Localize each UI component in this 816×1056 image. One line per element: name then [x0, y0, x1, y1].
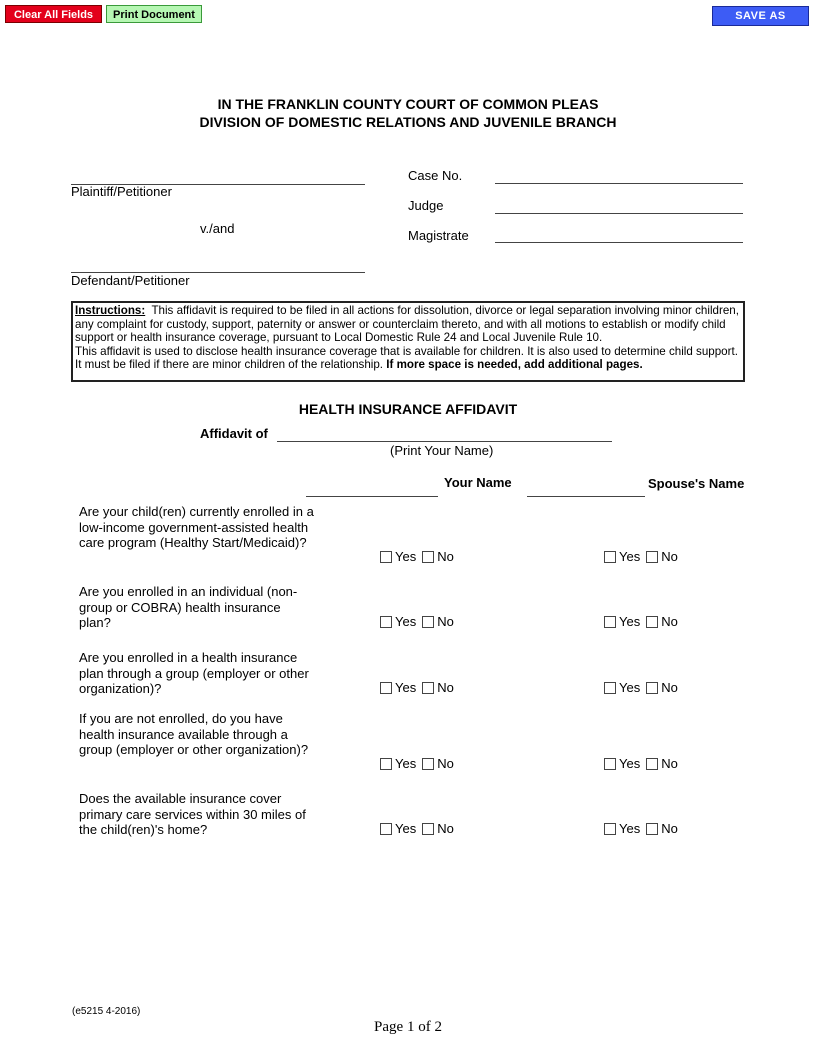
instructions-paragraph-2: [75, 345, 741, 372]
defendant-label: Defendant/Petitioner: [71, 273, 190, 288]
case-no-line: [495, 183, 743, 184]
no-label: No: [661, 614, 678, 629]
your-answer-group: [380, 821, 460, 837]
clear-all-fields-button[interactable]: Clear All Fields: [5, 5, 102, 23]
your-no-checkbox[interactable]: [422, 682, 434, 694]
your-answer-group: [380, 614, 460, 630]
your-name-column-line: [306, 496, 438, 497]
your-answer-group: [380, 680, 460, 696]
spouse-no-checkbox[interactable]: [646, 682, 658, 694]
your-answer-group: [380, 756, 460, 772]
defendant-field[interactable]: [71, 253, 369, 271]
instructions-text-1: This affidavit is required to be filed in all actions for dissolution, divorce or legal separation involving minor children, any complaint for custody, support, paternity or answer or counterclaim thereto, and with all motions to establish or modify child support or health insurance coverage, pursuant to Local Domestic Rule 24 and Local Juvenile Rule 10.: [75, 304, 739, 345]
your-yes-checkbox[interactable]: [380, 551, 392, 563]
yes-label: Yes: [619, 756, 641, 771]
no-label: No: [437, 756, 454, 771]
form-code: (e5215 4-2016): [72, 1006, 141, 1017]
yes-label: Yes: [619, 614, 641, 629]
your-no-checkbox[interactable]: [422, 758, 434, 770]
judge-line: [495, 213, 743, 214]
your-yes-checkbox[interactable]: [380, 823, 392, 835]
spouse-no-checkbox[interactable]: [646, 616, 658, 628]
magistrate-line: [495, 242, 743, 243]
spouse-name-column-line: [527, 496, 645, 497]
question-text: Are your child(ren) currently enrolled in a low-income government-assisted health care program (Healthy Start/Medicaid)?: [79, 504, 314, 550]
versus-label: v./and: [200, 221, 235, 236]
yes-label: Yes: [395, 549, 417, 564]
your-yes-checkbox[interactable]: [380, 616, 392, 628]
yes-label: Yes: [395, 756, 417, 771]
no-label: No: [661, 680, 678, 695]
no-label: No: [437, 549, 454, 564]
no-label: No: [661, 821, 678, 836]
instructions-box: [71, 301, 745, 382]
no-label: No: [437, 680, 454, 695]
your-yes-checkbox[interactable]: [380, 758, 392, 770]
question-text: Are you enrolled in an individual (non-group or COBRA) health insurance plan?: [79, 584, 298, 630]
question-text: Does the available insurance cover primary care services within 30 miles of the child(ren)'s home?: [79, 791, 306, 837]
print-document-button[interactable]: Print Document: [106, 5, 202, 23]
spouse-yes-checkbox[interactable]: [604, 758, 616, 770]
case-no-field[interactable]: [495, 165, 747, 183]
spouse-name-column-header: Spouse's Name: [648, 476, 745, 491]
yes-label: Yes: [395, 614, 417, 629]
judge-label: Judge: [408, 198, 444, 213]
form-title: HEALTH INSURANCE AFFIDAVIT: [298, 401, 518, 417]
affiant-name-line: [277, 441, 612, 442]
yes-label: Yes: [619, 549, 641, 564]
court-name-line2: DIVISION OF DOMESTIC RELATIONS AND JUVENILE BRANCH: [199, 114, 617, 130]
spouse-yes-checkbox[interactable]: [604, 823, 616, 835]
plaintiff-label: Plaintiff/Petitioner: [71, 184, 172, 199]
spouse-no-checkbox[interactable]: [646, 823, 658, 835]
affiant-name-field[interactable]: [277, 423, 616, 441]
no-label: No: [437, 821, 454, 836]
your-yes-checkbox[interactable]: [380, 682, 392, 694]
your-name-column-header: Your Name: [444, 475, 512, 490]
no-label: No: [661, 549, 678, 564]
magistrate-field[interactable]: [495, 224, 747, 242]
spouse-yes-checkbox[interactable]: [604, 616, 616, 628]
magistrate-label: Magistrate: [408, 228, 469, 243]
court-name-line1: IN THE FRANKLIN COUNTY COURT OF COMMON PLEAS: [217, 96, 599, 112]
yes-label: Yes: [395, 680, 417, 695]
yes-label: Yes: [619, 680, 641, 695]
your-no-checkbox[interactable]: [422, 616, 434, 628]
plaintiff-field[interactable]: [71, 165, 369, 183]
spouse-answer-group: [604, 614, 684, 630]
save-as-button[interactable]: SAVE AS: [712, 6, 809, 26]
spouse-answer-group: [604, 680, 684, 696]
case-no-label: Case No.: [408, 168, 463, 183]
instructions-title: Instructions:: [75, 304, 146, 317]
your-no-checkbox[interactable]: [422, 823, 434, 835]
print-name-hint: (Print Your Name): [390, 443, 494, 458]
spouse-yes-checkbox[interactable]: [604, 682, 616, 694]
page-number: Page 1 of 2: [374, 1019, 442, 1035]
judge-field[interactable]: [495, 195, 747, 213]
instructions-text-2-bold: If more space is needed, add additional pages.: [386, 358, 643, 372]
spouse-no-checkbox[interactable]: [646, 758, 658, 770]
your-no-checkbox[interactable]: [422, 551, 434, 563]
spouse-answer-group: [604, 756, 684, 772]
question-text: Are you enrolled in a health insurance plan through a group (employer or other organization)?: [79, 650, 309, 696]
spouse-no-checkbox[interactable]: [646, 551, 658, 563]
instructions-text-2: This affidavit is used to disclose health insurance coverage that is available for children. It is also used to determine child support. It must be filed if there are minor children of the relationship.: [75, 344, 738, 372]
yes-label: Yes: [395, 821, 417, 836]
spouse-yes-checkbox[interactable]: [604, 551, 616, 563]
affidavit-of-label: Affidavit of: [200, 426, 268, 441]
yes-label: Yes: [619, 821, 641, 836]
spouse-answer-group: [604, 549, 684, 565]
your-answer-group: [380, 549, 460, 565]
question-text: If you are not enrolled, do you have health insurance available through a group (employer or other organization)?: [79, 711, 309, 757]
instructions-paragraph-1: [75, 304, 741, 345]
spouse-answer-group: [604, 821, 684, 837]
no-label: No: [661, 756, 678, 771]
no-label: No: [437, 614, 454, 629]
